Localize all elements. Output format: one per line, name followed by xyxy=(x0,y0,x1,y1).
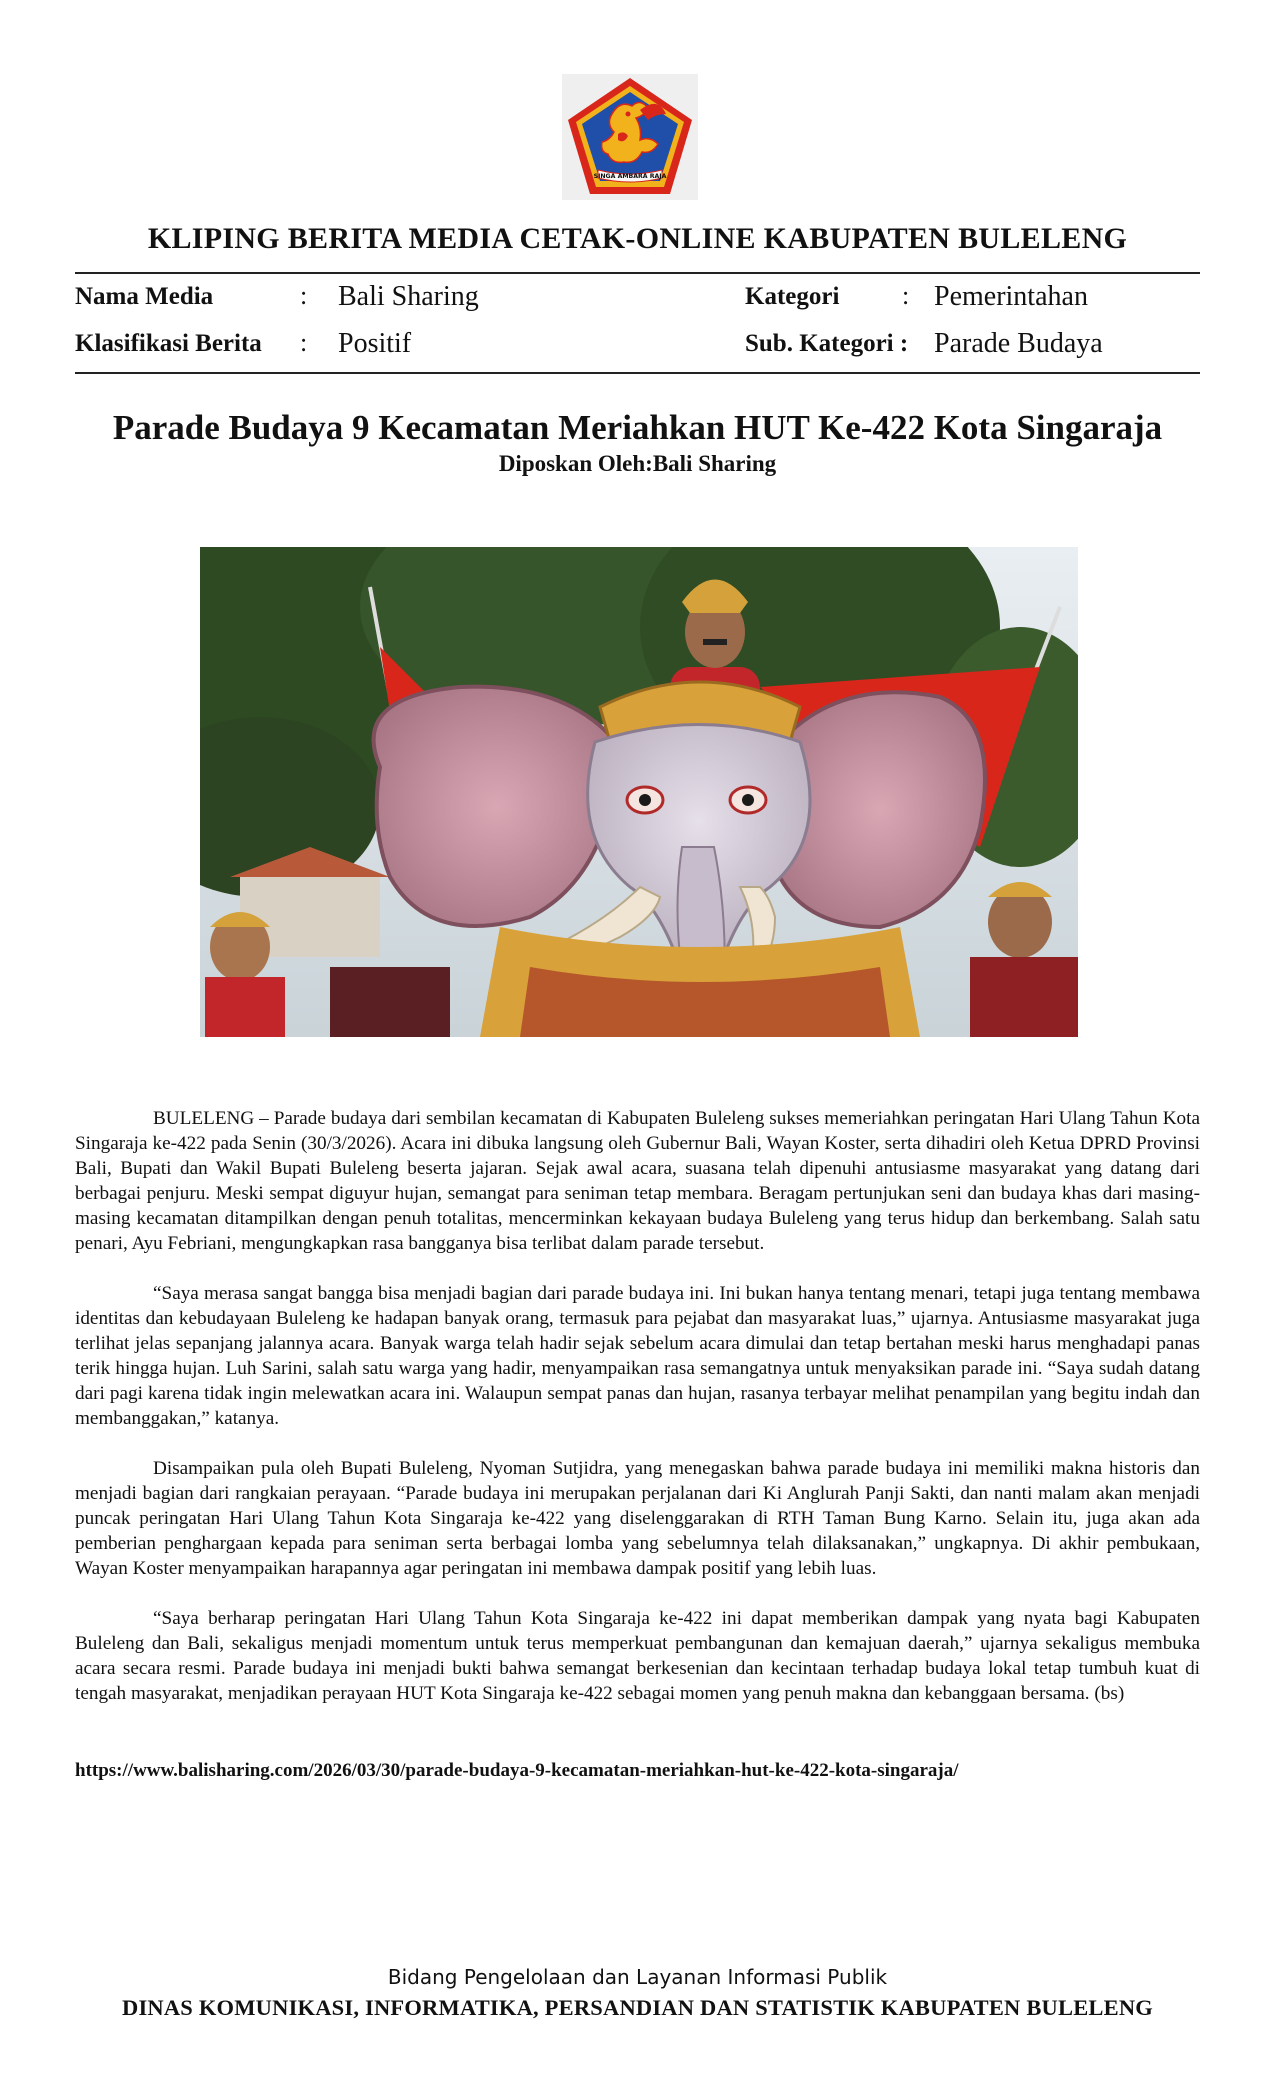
kategori-colon: : xyxy=(902,281,910,310)
article-byline: Diposkan Oleh:Bali Sharing xyxy=(498,451,777,476)
kategori-value: Pemerintahan xyxy=(934,281,1088,312)
footer-department: Bidang Pengelolaan dan Layanan Informasi Publik xyxy=(387,1965,888,1989)
kategori-label: Kategori xyxy=(745,283,840,310)
article-body xyxy=(75,1106,1200,1731)
article-headline: Parade Budaya 9 Kecamatan Meriahkan HUT Ke-422 Kota Singaraja xyxy=(112,408,1163,447)
media-value: Bali Sharing xyxy=(338,281,479,312)
klasifikasi-value: Positif xyxy=(338,328,412,359)
article-paragraph: “Saya merasa sangat bangga bisa menjadi bagian dari parade budaya ini. Ini bukan hanya tentang menari, tetapi juga tentang membawa identitas dan kebudayaan Buleleng ke hadapan banyak orang, termasuk para pejabat dan masyarakat luas,” ujarnya. Antusiasme masyarakat juga terlihat jelas sepanjang jalannya acara. Banyak warga telah hadir sejak sebelum acara dimulai dan tetap bertahan meski harus menghadapi panas terik hingga hujan. Luh Sarini, salah satu warga yang hadir, menyampaikan rasa semangatnya untuk menyaksikan parade ini. “Saya sudah datang dari pagi karena tidak ingin melewatkan acara ini. Walaupun sempat panas dan hujan, rasanya terbayar melihat penampilan yang begitu indah dan membanggakan,” katanya. xyxy=(75,1283,1200,1429)
source-url-link[interactable]: https://www.balisharing.com/2026/03/30/parade-budaya-9-kecamatan-meriahkan-hut-ke-422-kota-singaraja/ xyxy=(75,1760,959,1781)
media-colon: : xyxy=(300,281,308,310)
footer-office: DINAS KOMUNIKASI, INFORMATIKA, PERSANDIAN DAN STATISTIK KABUPATEN BULELENG xyxy=(122,1995,1153,2020)
media-label: Nama Media xyxy=(75,283,214,310)
article-paragraph: BULELENG – Parade budaya dari sembilan kecamatan di Kabupaten Buleleng sukses memeriahkan peringatan Hari Ulang Tahun Kota Singaraja ke-422 pada Senin (30/3/2026). Acara ini dibuka langsung oleh Gubernur Bali, Wayan Koster, serta dihadiri oleh Ketua DPRD Provinsi Bali, Bupati dan Wakil Bupati Buleleng beserta jajaran. Sejak awal acara, suasana telah dipenuhi antusiasme masyarakat yang datang dari berbagai penjuru. Meski sempat diguyur hujan, semangat para seniman tetap membara. Beragam pertunjukan seni dan budaya khas dari masing-masing kecamatan ditampilkan dengan penuh totalitas, mencerminkan kekayaan budaya Buleleng yang terus hidup dan berkembang. Salah satu penari, Ayu Febriani, mengungkapkan rasa bangganya bisa terlibat dalam parade tersebut. xyxy=(75,1108,1200,1254)
header-divider-top xyxy=(75,272,1200,274)
subkategori-value: Parade Budaya xyxy=(934,328,1103,359)
header-divider-bottom xyxy=(75,372,1200,374)
elephant-parade-photo xyxy=(200,547,1078,1037)
subkategori-label: Sub. Kategori : xyxy=(745,330,909,357)
buleleng-logo-icon xyxy=(562,74,698,200)
klasifikasi-colon: : xyxy=(300,328,308,357)
logo-motto-text: SINGA AMBARA RAJA xyxy=(593,173,667,180)
page-header-title: KLIPING BERITA MEDIA CETAK-ONLINE KABUPATEN BULELENG xyxy=(147,222,1128,255)
article-paragraph: “Saya berharap peringatan Hari Ulang Tahun Kota Singaraja ke-422 ini dapat memberikan dampak yang nyata bagi Kabupaten Buleleng dan Bali, sekaligus menjadi momentum untuk terus memperkuat pembangunan dan kemajuan daerah,” ujarnya sekaligus membuka acara secara resmi. Parade budaya ini menjadi bukti bahwa semangat berkesenian dan kecintaan terhadap budaya lokal tetap tumbuh kuat di tengah masyarakat, menjadikan perayaan HUT Kota Singaraja ke-422 sebagai momen yang penuh makna dan kebanggaan bersama. (bs) xyxy=(75,1608,1200,1704)
article-paragraph: Disampaikan pula oleh Bupati Buleleng, Nyoman Sutjidra, yang menegaskan bahwa parade budaya ini memiliki makna historis dan menjadi bagian dari rangkaian perayaan. “Parade budaya ini merupakan perjalanan dari Ki Anglurah Panji Sakti, dan nanti malam akan menjadi puncak peringatan Hari Ulang Tahun Kota Singaraja ke-422 yang diselenggarakan di RTH Taman Bung Karno. Selain itu, juga akan ada pemberian penghargaan kepada para seniman serta berbagai lomba yang sebelumnya telah dilaksanakan,” ungkapnya. Di akhir pembukaan, Wayan Koster menyampaikan harapannya agar peringatan ini membawa dampak positif yang lebih luas. xyxy=(75,1458,1200,1579)
klasifikasi-label: Klasifikasi Berita xyxy=(75,330,262,357)
